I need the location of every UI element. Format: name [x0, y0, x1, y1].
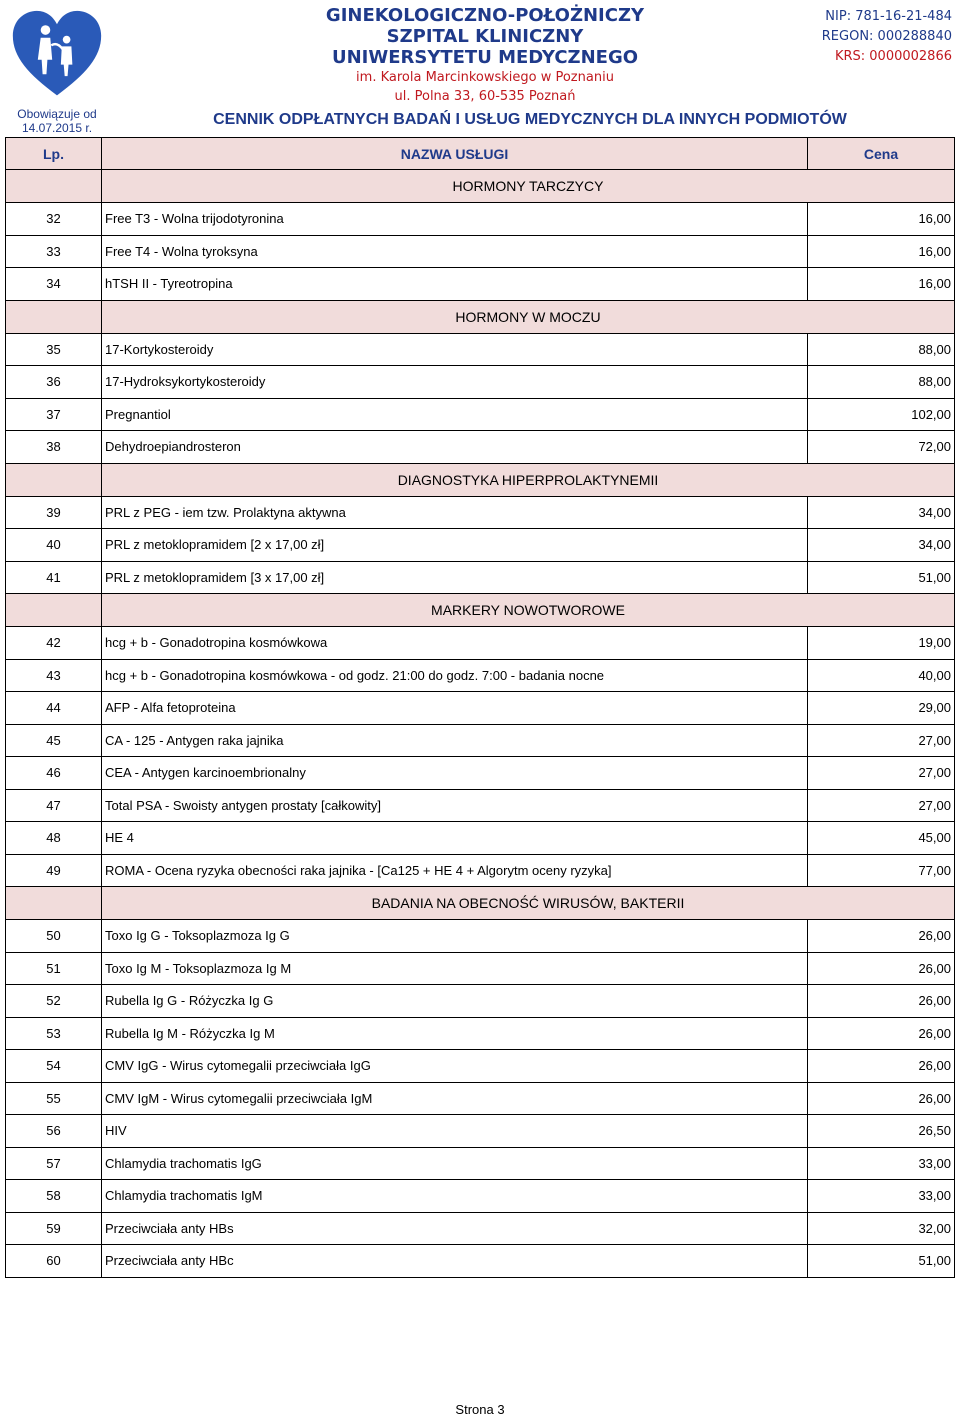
row-price-cell: 19,00 — [808, 627, 955, 660]
page-number: Strona 3 — [455, 1402, 505, 1417]
row-lp-cell: 38 — [6, 431, 102, 464]
row-name-cell: Free T4 - Wolna tyroksyna — [102, 235, 808, 268]
table-row — [6, 268, 955, 301]
row-lp-cell: 48 — [6, 822, 102, 855]
row-price-cell: 26,00 — [808, 1017, 955, 1050]
table-row — [6, 659, 955, 692]
row-price-cell: 16,00 — [808, 268, 955, 301]
section-title: HORMONY TARCZYCY — [102, 170, 955, 203]
row-price-cell: 27,00 — [808, 789, 955, 822]
row-name-cell: Rubella Ig G - Różyczka Ig G — [102, 985, 808, 1018]
row-name-cell: hcg + b - Gonadotropina kosmówkowa - od godz. 21:00 do godz. 7:00 - badania nocne — [102, 659, 808, 692]
row-price-cell: 26,00 — [808, 920, 955, 953]
row-lp-cell: 54 — [6, 1050, 102, 1083]
table-row — [6, 1050, 955, 1083]
table-row — [6, 203, 955, 236]
table-row — [6, 724, 955, 757]
row-name-cell: hTSH II - Tyreotropina — [102, 268, 808, 301]
row-lp-cell: 36 — [6, 366, 102, 399]
row-price-cell: 33,00 — [808, 1147, 955, 1180]
table-row — [6, 561, 955, 594]
section-blank-cell — [6, 594, 102, 627]
row-price-cell: 29,00 — [808, 692, 955, 725]
row-price-cell: 33,00 — [808, 1180, 955, 1213]
row-price-cell: 26,00 — [808, 1050, 955, 1083]
registration-ids — [822, 7, 952, 67]
section-blank-cell — [6, 463, 102, 496]
section-header-row — [6, 463, 955, 496]
table-row — [6, 854, 955, 887]
row-name-cell: Przeciwciała anty HBc — [102, 1245, 808, 1278]
row-name-cell: PRL z metoklopramidem [3 x 17,00 zł] — [102, 561, 808, 594]
row-name-cell: hcg + b - Gonadotropina kosmówkowa — [102, 627, 808, 660]
row-name-cell: Pregnantiol — [102, 398, 808, 431]
valid-from — [5, 107, 109, 135]
institution-line-4: im. Karola Marcinkowskiego w Poznaniu — [356, 70, 614, 85]
table-row — [6, 627, 955, 660]
row-lp-cell: 43 — [6, 659, 102, 692]
row-lp-cell: 56 — [6, 1115, 102, 1148]
section-header-row — [6, 170, 955, 203]
section-header-row — [6, 887, 955, 920]
row-name-cell: HIV — [102, 1115, 808, 1148]
heart-figures-logo-icon — [9, 7, 105, 103]
table-row — [6, 920, 955, 953]
section-header-row — [6, 300, 955, 333]
table-row — [6, 692, 955, 725]
institution-name — [235, 5, 735, 106]
row-name-cell: Total PSA - Swoisty antygen prostaty [całkowity] — [102, 789, 808, 822]
price-list-table — [5, 137, 955, 1278]
row-price-cell: 77,00 — [808, 854, 955, 887]
table-row — [6, 1082, 955, 1115]
section-title: MARKERY NOWOTWOROWE — [102, 594, 955, 627]
table-row — [6, 366, 955, 399]
row-price-cell: 27,00 — [808, 724, 955, 757]
section-blank-cell — [6, 170, 102, 203]
row-name-cell: ROMA - Ocena ryzyka obecności raka jajnika - [Ca125 + HE 4 + Algorytm oceny ryzyka] — [102, 854, 808, 887]
row-name-cell: Toxo Ig G - Toksoplazmoza Ig G — [102, 920, 808, 953]
table-row — [6, 496, 955, 529]
row-name-cell: 17-Hydroksykortykosteroidy — [102, 366, 808, 399]
row-name-cell: CMV IgM - Wirus cytomegalii przeciwciała IgM — [102, 1082, 808, 1115]
row-price-cell: 72,00 — [808, 431, 955, 464]
section-header-row — [6, 594, 955, 627]
row-lp-cell: 34 — [6, 268, 102, 301]
row-lp-cell: 51 — [6, 952, 102, 985]
valid-label: Obowiązuje od — [17, 107, 97, 121]
row-lp-cell: 46 — [6, 757, 102, 790]
krs-number: KRS: 0000002866 — [834, 49, 952, 64]
section-title: BADANIA NA OBECNOŚĆ WIRUSÓW, BAKTERII — [102, 887, 955, 920]
table-row — [6, 1115, 955, 1148]
table-row — [6, 789, 955, 822]
row-name-cell: Free T3 - Wolna trijodotyronina — [102, 203, 808, 236]
table-row — [6, 431, 955, 464]
row-price-cell: 26,00 — [808, 1082, 955, 1115]
row-lp-cell: 44 — [6, 692, 102, 725]
row-price-cell: 27,00 — [808, 757, 955, 790]
row-lp-cell: 50 — [6, 920, 102, 953]
row-lp-cell: 41 — [6, 561, 102, 594]
row-name-cell: Toxo Ig M - Toksoplazmoza Ig M — [102, 952, 808, 985]
row-lp-cell: 47 — [6, 789, 102, 822]
table-row — [6, 1212, 955, 1245]
row-price-cell: 26,50 — [808, 1115, 955, 1148]
row-price-cell: 34,00 — [808, 529, 955, 562]
row-lp-cell: 37 — [6, 398, 102, 431]
row-lp-cell: 53 — [6, 1017, 102, 1050]
section-blank-cell — [6, 300, 102, 333]
row-price-cell: 45,00 — [808, 822, 955, 855]
row-price-cell: 51,00 — [808, 561, 955, 594]
table-row — [6, 235, 955, 268]
section-title: HORMONY W MOCZU — [102, 300, 955, 333]
row-name-cell: AFP - Alfa fetoproteina — [102, 692, 808, 725]
row-name-cell: Dehydroepiandrosteron — [102, 431, 808, 464]
row-name-cell: Chlamydia trachomatis IgG — [102, 1147, 808, 1180]
row-name-cell: 17-Kortykosteroidy — [102, 333, 808, 366]
row-name-cell: HE 4 — [102, 822, 808, 855]
row-price-cell: 26,00 — [808, 985, 955, 1018]
table-row — [6, 757, 955, 790]
row-lp-cell: 57 — [6, 1147, 102, 1180]
table-row — [6, 398, 955, 431]
row-price-cell: 34,00 — [808, 496, 955, 529]
row-lp-cell: 40 — [6, 529, 102, 562]
row-lp-cell: 60 — [6, 1245, 102, 1278]
row-name-cell: PRL z PEG - iem tzw. Prolaktyna aktywna — [102, 496, 808, 529]
row-price-cell: 16,00 — [808, 203, 955, 236]
row-lp-cell: 32 — [6, 203, 102, 236]
row-price-cell: 32,00 — [808, 1212, 955, 1245]
table-row — [6, 333, 955, 366]
row-lp-cell: 42 — [6, 627, 102, 660]
row-name-cell: CMV IgG - Wirus cytomegalii przeciwciała IgG — [102, 1050, 808, 1083]
row-name-cell: Chlamydia trachomatis IgM — [102, 1180, 808, 1213]
table-body — [6, 170, 955, 1278]
table-row — [6, 985, 955, 1018]
row-name-cell: Przeciwciała anty HBs — [102, 1212, 808, 1245]
regon-number: REGON: 000288840 — [821, 29, 952, 44]
column-header-lp: Lp. — [6, 138, 102, 170]
row-lp-cell: 55 — [6, 1082, 102, 1115]
row-name-cell: PRL z metoklopramidem [2 x 17,00 zł] — [102, 529, 808, 562]
row-price-cell: 16,00 — [808, 235, 955, 268]
valid-date: 14.07.2015 r. — [21, 121, 93, 135]
row-lp-cell: 49 — [6, 854, 102, 887]
institution-line-1: GINEKOLOGICZNO-POŁOŻNICZY — [325, 5, 645, 26]
row-lp-cell: 45 — [6, 724, 102, 757]
row-name-cell: CA - 125 - Antygen raka jajnika — [102, 724, 808, 757]
table-row — [6, 1017, 955, 1050]
table-header-row — [6, 138, 955, 170]
row-lp-cell: 52 — [6, 985, 102, 1018]
row-price-cell: 88,00 — [808, 333, 955, 366]
row-price-cell: 26,00 — [808, 952, 955, 985]
section-title: DIAGNOSTYKA HIPERPROLAKTYNEMII — [102, 463, 955, 496]
table-row — [6, 1147, 955, 1180]
table-row — [6, 952, 955, 985]
institution-address: ul. Polna 33, 60-535 Poznań — [394, 89, 576, 104]
table-row — [6, 1180, 955, 1213]
row-lp-cell: 35 — [6, 333, 102, 366]
row-price-cell: 88,00 — [808, 366, 955, 399]
nip-number: NIP: 781-16-21-484 — [825, 9, 952, 24]
row-lp-cell: 58 — [6, 1180, 102, 1213]
row-name-cell: Rubella Ig M - Różyczka Ig M — [102, 1017, 808, 1050]
row-price-cell: 102,00 — [808, 398, 955, 431]
table-row — [6, 529, 955, 562]
table-row — [6, 1245, 955, 1278]
institution-line-2: SZPITAL KLINICZNY — [386, 26, 584, 47]
row-price-cell: 40,00 — [808, 659, 955, 692]
row-name-cell: CEA - Antygen karcinoembrionalny — [102, 757, 808, 790]
page-header — [5, 5, 954, 138]
column-header-price: Cena — [808, 138, 955, 170]
column-header-name: NAZWA USŁUGI — [102, 138, 808, 170]
section-blank-cell — [6, 887, 102, 920]
document-title: CENNIK ODPŁATNYCH BADAŃ I USŁUG MEDYCZNYCH DLA INNYCH PODMIOTÓW — [213, 111, 847, 128]
institution-line-3: UNIWERSYTETU MEDYCZNEGO — [331, 47, 639, 68]
row-price-cell: 51,00 — [808, 1245, 955, 1278]
row-lp-cell: 39 — [6, 496, 102, 529]
row-lp-cell: 33 — [6, 235, 102, 268]
row-lp-cell: 59 — [6, 1212, 102, 1245]
table-row — [6, 822, 955, 855]
